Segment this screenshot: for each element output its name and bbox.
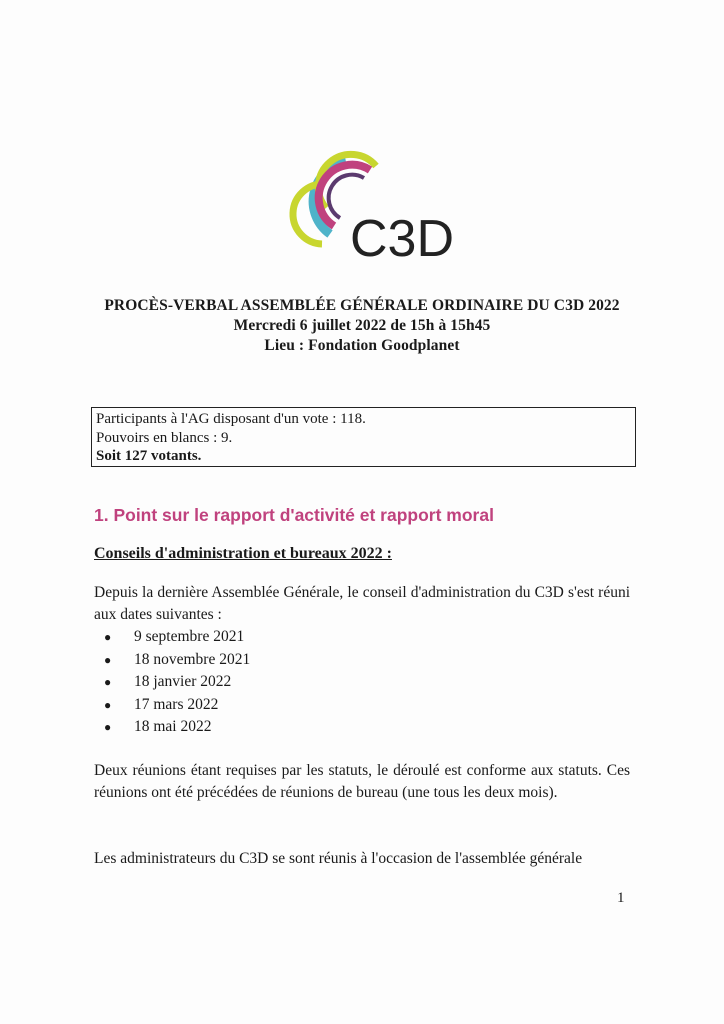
bullet-icon: ● — [104, 720, 112, 734]
bullet-icon: ● — [104, 630, 112, 644]
votes-proxies: Pouvoirs en blancs : 9. — [96, 429, 233, 446]
bullet-icon: ● — [104, 652, 112, 667]
logo-text: C3D — [350, 210, 455, 268]
bullet-icon: ● — [104, 675, 112, 689]
header-location: Lieu : Fondation Goodplanet — [264, 337, 460, 354]
statutes-paragraph: Deux réunions étant requises par les statuts, le déroulé est conforme aux statuts. Ces réunions ont été précédées de réunions de bureau (une tous les deux mois). — [94, 762, 630, 801]
date-text: 18 janvier 2022 — [134, 673, 232, 690]
list-item — [104, 694, 250, 717]
subheading: Conseils d'administration et bureaux 2022 : — [94, 545, 392, 562]
administrators-paragraph: Les administrateurs du C3D se sont réunis à l'occasion de l'assemblée générale — [94, 850, 583, 867]
header-title: PROCÈS-VERBAL ASSEMBLÉE GÉNÉRALE ORDINAIRE DU C3D 2022 — [104, 297, 620, 314]
votes-participants: Participants à l'AG disposant d'un vote : 118. — [96, 411, 366, 427]
votes-total: Soit 127 votants. — [96, 448, 202, 464]
list-item — [104, 671, 250, 694]
c3d-logo — [286, 148, 455, 274]
document-header — [0, 296, 724, 356]
date-text: 17 mars 2022 — [134, 695, 219, 713]
votes-box — [91, 407, 636, 467]
date-text: 18 mai 2022 — [134, 718, 212, 735]
date-text: 18 novembre 2021 — [134, 650, 251, 668]
meeting-dates-list — [104, 626, 250, 739]
bullet-icon: ● — [104, 697, 112, 712]
page-number: 1 — [617, 890, 625, 906]
date-text: 9 septembre 2021 — [134, 628, 245, 645]
section-title: 1. Point sur le rapport d'activité et rapport moral — [94, 505, 494, 525]
list-item — [104, 649, 250, 672]
intro-paragraph: Depuis la dernière Assemblée Générale, le conseil d'administration du C3D s'est réuni aux dates suivantes : — [94, 584, 630, 623]
list-item — [104, 626, 250, 649]
header-date: Mercredi 6 juillet 2022 de 15h à 15h45 — [233, 317, 491, 334]
list-item — [104, 716, 250, 739]
